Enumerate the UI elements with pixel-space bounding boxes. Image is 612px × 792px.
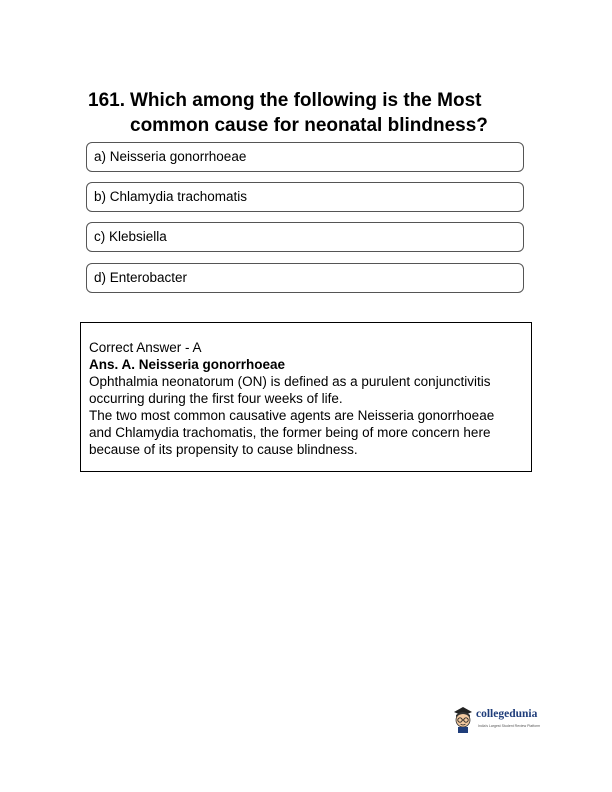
option-a[interactable]: a) Neisseria gonorrhoeae	[86, 142, 524, 172]
question-line-1: Which among the following is the Most	[130, 90, 482, 111]
option-b[interactable]: b) Chlamydia trachomatis	[86, 182, 524, 212]
explanation-line-4: and Chlamydia trachomatis, the former being of more concern here	[89, 425, 491, 440]
explanation-line-2: occurring during the first four weeks of life.	[89, 391, 343, 406]
mascot-icon	[452, 706, 474, 734]
explanation-line-5: because of its propensity to cause blindness.	[89, 442, 358, 457]
logo-tagline: India's Largest Student Review Platform	[478, 724, 541, 728]
answer-title: Ans. A. Neisseria gonorrhoeae	[89, 357, 286, 372]
option-c[interactable]: c) Klebsiella	[86, 222, 524, 252]
explanation-line-1: Ophthalmia neonatorum (ON) is defined as a purulent conjunctivitis	[89, 374, 491, 389]
question-line-2: common cause for neonatal blindness?	[130, 115, 488, 136]
logo-brand-text: collegedunia	[476, 708, 538, 720]
question-text	[88, 88, 548, 138]
collegedunia-logo	[452, 706, 562, 736]
answer-box	[80, 322, 532, 472]
option-d[interactable]: d) Enterobacter	[86, 263, 524, 293]
explanation-line-3: The two most common causative agents are Neisseria gonorrhoeae	[89, 408, 495, 423]
question-number: 161.	[88, 90, 125, 111]
correct-answer-label: Correct Answer - A	[89, 340, 202, 355]
